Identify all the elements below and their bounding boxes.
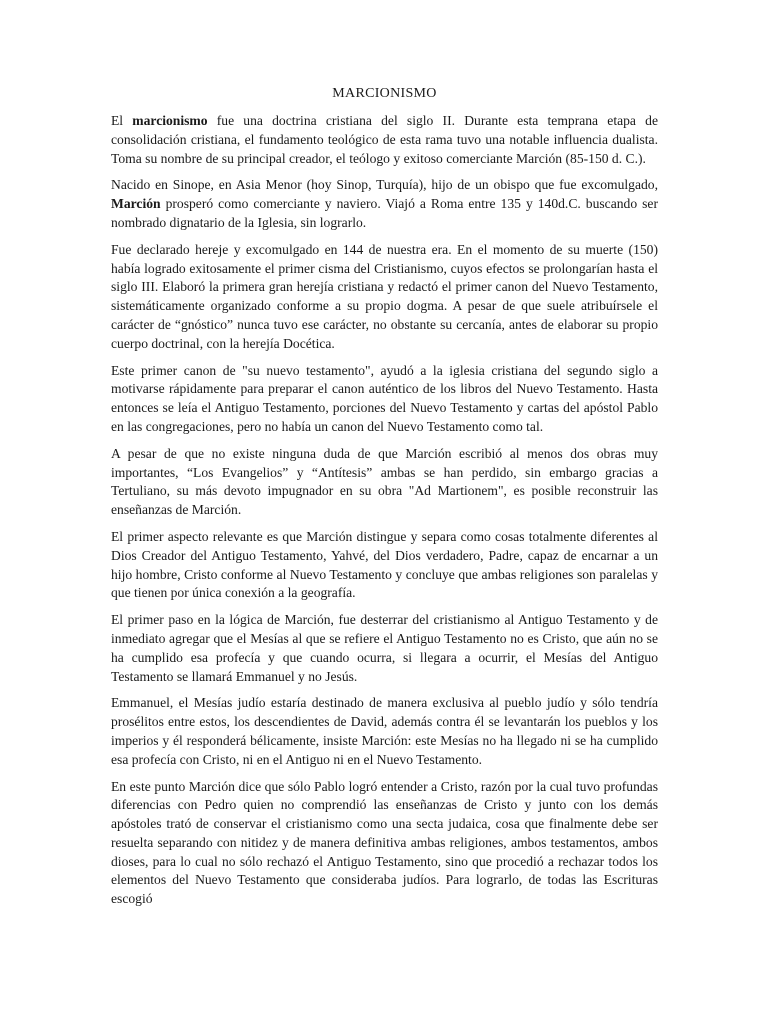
paragraph-7	[111, 611, 658, 686]
paragraph-4-text: Este primer canon de "su nuevo testamento", ayudó a la iglesia cristiana del segundo siglo a motivarse rápidamente para preparar el canon auténtico de los libros del Nuevo Testamento. Hasta entonces se leía el Antiguo Testamento, porciones del Nuevo Testamento y cartas del apóstol Pablo en las congregaciones, pero no había un canon del Nuevo Testamento como tal.	[111, 362, 658, 434]
paragraph-1	[111, 112, 658, 168]
paragraph-1-bold: marcionismo	[132, 113, 208, 128]
paragraph-8	[111, 694, 658, 769]
paragraph-5-text: A pesar de que no existe ninguna duda de que Marción escribió al menos dos obras muy importantes, “Los Evangelios” y “Antítesis” ambas se han perdido, sin embargo gracias a Tertuliano, su más devoto impugnador en su obra "Ad Martionem", es posible reconstruir las enseñanzas de Marción.	[111, 445, 658, 518]
paragraph-2-post: prosperó como comerciante y naviero. Viajó a Roma entre 135 y 140d.C. buscando ser nombrado dignatario de la Iglesia, sin lograrlo.	[111, 196, 658, 230]
paragraph-2-pre: Nacido en Sinope, en Asia Menor (hoy Sinop, Turquía), hijo de un obispo que fue excomulgado,	[111, 177, 658, 193]
paragraph-9	[111, 778, 658, 910]
paragraph-2	[111, 176, 658, 232]
paragraph-2-bold: Marción	[111, 196, 161, 212]
paragraph-9-text: En este punto Marción dice que sólo Pablo logró entender a Cristo, razón por la cual tuvo profundas diferencias con Pedro quien no comprendió las enseñanzas de Cristo y junto con los demás apóstoles trató de conservar el cristianismo como una secta judaica, cosa que finalmente debe ser resuelta separando con nitidez y de manera definitiva ambas religiones, ambos testamentos, ambos dioses, para lo cual no sólo rechazó el Antiguo Testamento, sino que procedió a rechazar todos los elementos del Nuevo Testamento que consideraba judíos. Para lograrlo, de todas las Escrituras escogió	[111, 778, 658, 907]
paragraph-1-pre: El	[111, 113, 133, 128]
paragraph-7-text: El primer paso en la lógica de Marción, fue desterrar del cristianismo al Antiguo Testamento y de inmediato agregar que el Mesías al que se refiere el Antiguo Testamento no es Cristo, que aún no se ha cumplido esa profecía y que cuando ocurra, si llegara a ocurrir, el Mesías del Antiguo Testamento se llamará Emmanuel y no Jesús.	[111, 612, 658, 684]
paragraph-6	[111, 528, 658, 603]
document-title: MARCIONISMO	[332, 86, 437, 101]
paragraph-5	[111, 445, 658, 520]
document-page	[111, 84, 658, 917]
paragraph-8-text: Emmanuel, el Mesías judío estaría destinado de manera exclusiva al pueblo judío y sólo tendría prosélitos entre estos, los descendientes de David, además contra él se levantarán los pueblos y los imperios y él responderá bélicamente, insiste Marción: este Mesías no ha llegado ni se ha cumplido esa profecía con Cristo, ni en el Antiguo ni en el Nuevo Testamento.	[111, 695, 658, 767]
paragraph-4	[111, 362, 658, 437]
paragraph-3-text: Fue declarado hereje y excomulgado en 144 de nuestra era. En el momento de su muerte (150) había logrado exitosamente el primer cisma del Cristianismo, cuyos efectos se prolongarían hasta el siglo III. Elaboró la primera gran herejía cristiana y redactó el primer canon del Nuevo Testamento, sistemáticamente organizado conforme a su propio dogma. A pesar de que suele atribuírsele el carácter de “gnóstico” nunca tuvo ese carácter, no obstante su cercanía, antes de elaborar su propio cuerpo doctrinal, con la herejía Docética.	[111, 241, 658, 351]
paragraph-1-post: fue una doctrina cristiana del siglo II. Durante esta temprana etapa de consolidación cristiana, el fundamento teológico de esta rama tuvo una notable influencia dualista. Toma su nombre de su principal creador, el teólogo y exitoso comerciante Marción (85-150 d. C.).	[111, 113, 658, 166]
paragraph-3	[111, 241, 658, 354]
paragraph-6-text: El primer aspecto relevante es que Marción distingue y separa como cosas totalmente diferentes al Dios Creador del Antiguo Testamento, Yahvé, del Dios verdadero, Padre, capaz de encarnar a un hijo hombre, Cristo conforme al Nuevo Testamento y concluye que ambas religiones son paralelas y que tienen por única conexión a la geografía.	[111, 528, 658, 601]
